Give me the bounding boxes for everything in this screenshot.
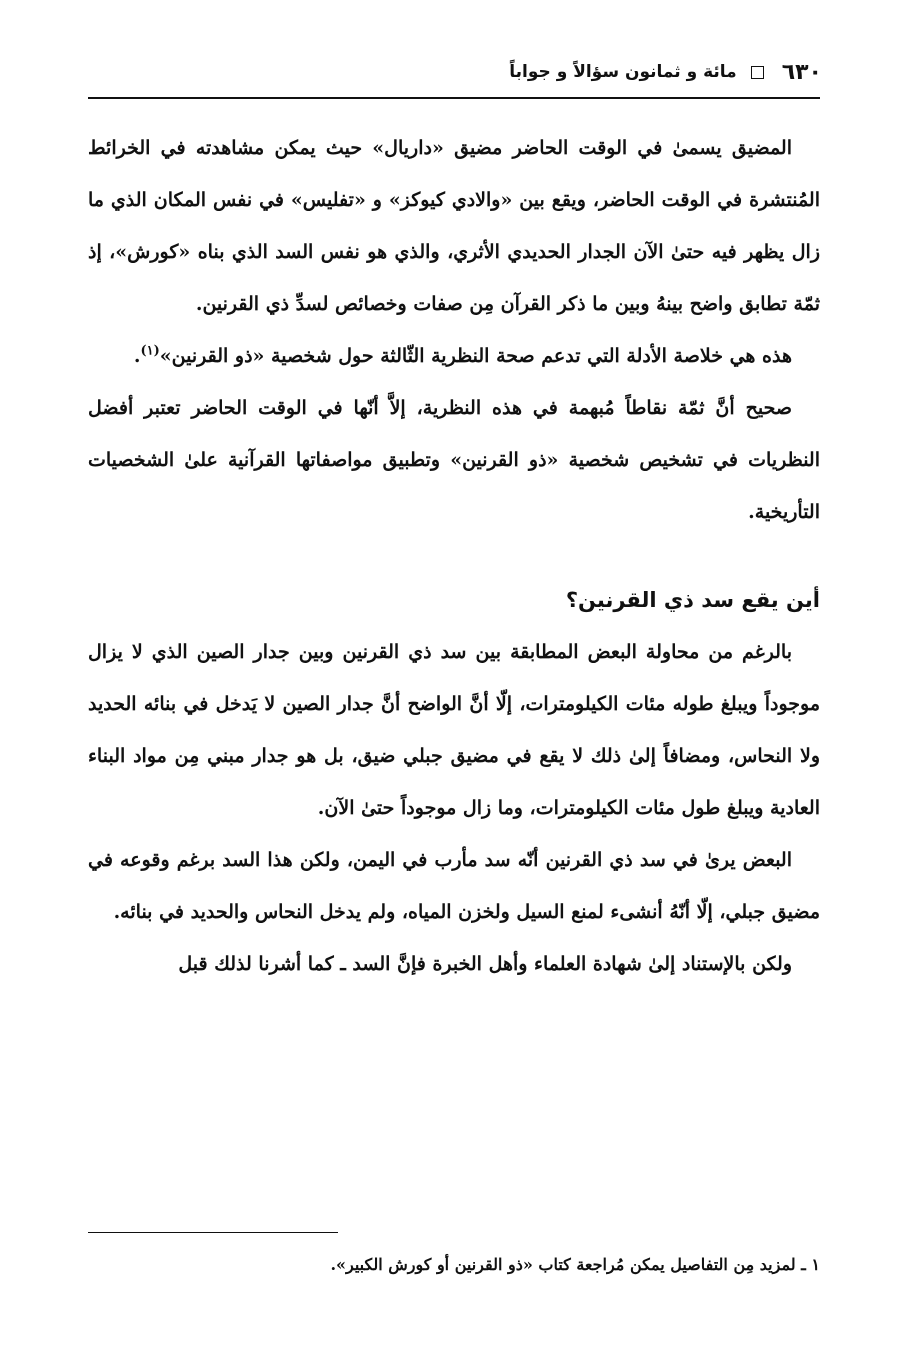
header-divider xyxy=(88,97,820,99)
section-heading: أين يقع سد ذي القرنين؟ xyxy=(565,588,820,612)
section-paragraph-3: ولكن بالإستناد إلىٰ شهادة العلماء وأهل الخبرة فإنَّ السد ـ كما أشرنا لذلك قبل xyxy=(178,953,792,975)
footnote-divider xyxy=(88,1232,338,1233)
footnote-reference[interactable]: (١) xyxy=(140,343,160,359)
page-number: ٦٣٠ xyxy=(781,59,822,85)
running-header xyxy=(90,52,822,92)
footnote: ١ ـ لمزيد مِن التفاصيل يمكن مُراجعة كتاب «ذو القرنين أو كورش الكبير». xyxy=(330,1255,820,1274)
main-text xyxy=(88,122,820,990)
section-paragraph-1: بالرغم من محاولة البعض المطابقة بين سد ذي القرنين وبين جدار الصين الذي لا يزال موجوداً ويبلغ طوله مئات الكيلومترات، إلّا أنَّ الواضح أنَّ جدار الصين لا يَدخل في بنائه الحديد ولا النحاس، ومضافاً إلىٰ ذلك لا يقع في مضيق جبلي ضيق، بل هو جدار مبني مِن مواد البناء العادية ويبلغ طول مئات الكيلومترات، وما زال موجوداً حتىٰ الآن. xyxy=(88,641,820,819)
paragraph-2: هذه هي خلاصة الأدلة التي تدعم صحة النظرية الثّالثة حول شخصية «ذو القرنين»$^{(١)}$. xyxy=(133,343,792,367)
paragraph-3: صحيح أنَّ ثمّة نقاطاً مُبهمة في هذه النظرية، إلاَّ أنّها في الوقت الحاضر تعتبر أفضل النظريات في تشخيص شخصية «ذو القرنين» وتطبيق مواصفاتها القرآنية علىٰ الشخصيات التأريخية. xyxy=(88,397,820,523)
book-title: مائة و ثمانون سؤالاً و جواباً xyxy=(509,62,737,82)
paragraph-1: المضيق يسمىٰ في الوقت الحاضر مضيق «داريال» حيث يمكن مشاهدته في الخرائط المُنتشرة في الوقت الحاضر، ويقع بين «والادي كيوكز» و «تفليس» في نفس المكان الذي ما زال يظهر فيه حتىٰ الآن الجدار الحديدي الأثري، والذي هو نفس السد الذي بناه «كورش»، إذ ثمّة تطابق واضح بينهُ وبين ما ذكر القرآن مِن صفات وخصائص لسدِّ ذي القرنين. xyxy=(88,137,820,315)
square-bullet-icon xyxy=(751,66,764,79)
section-paragraph-2: البعض يرىٰ في سد ذي القرنين أنّه سد مأرب في اليمن، ولكن هذا السد برغم وقوعه في مضيق جبلي، إلّا أنّهُ أنشىء لمنع السيل ولخزن المياه، ولم يدخل النحاس والحديد في بنائه. xyxy=(88,849,820,923)
paragraph-2-text: هذه هي خلاصة الأدلة التي تدعم صحة النظرية الثّالثة حول شخصية «ذو القرنين» xyxy=(159,345,792,367)
section-spacer xyxy=(88,538,820,574)
